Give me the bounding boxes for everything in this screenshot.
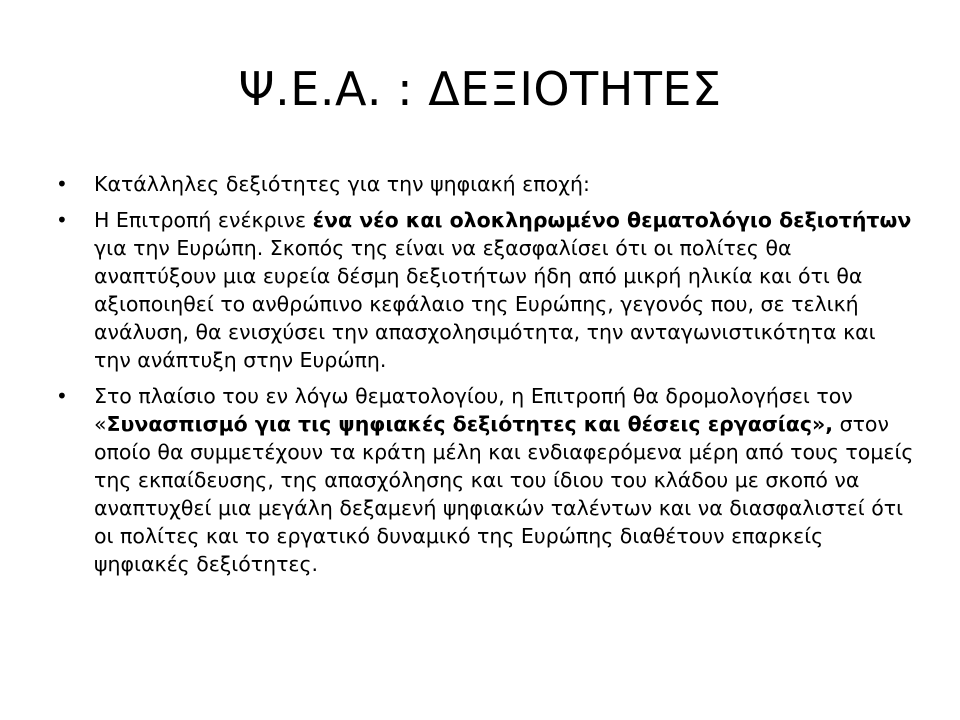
slide-title: Ψ.Ε.Α. : ΔΕΞΙΟΤΗΤΕΣ (238, 62, 722, 116)
bullet-dot: • (56, 384, 68, 408)
bullet-text-pre: Η Επιτροπή ενέκρινε (94, 208, 313, 232)
bullet-dot: • (56, 172, 68, 196)
bullet-list (56, 170, 916, 586)
bullet-text-pre: Στο πλαίσιο του εν λόγω θεματολογίου, η Επιτροπή θα δρομολογήσει τον « (94, 384, 853, 436)
bullet-text: Κατάλληλες δεξιότητες για την ψηφιακή εποχή: (94, 172, 590, 196)
bullet-text-bold: ένα νέο και ολοκληρωμένο θεματολόγιο δεξιοτήτων (312, 208, 912, 232)
bullet-text-bold: Συνασπισμό για τις ψηφιακές δεξιότητες και θέσεις εργασίας», (106, 412, 834, 436)
bullet-item-2 (56, 206, 916, 374)
bullet-text-post: στον οποίο θα συμμετέχουν τα κράτη μέλη και ενδιαφερόμενα μέρη από τους τομείς της εκπαίδευσης, της απασχόλησης και του ίδιου του κλάδου με σκοπό να αναπτυχθεί μια μεγάλη δεξαμενή ψηφιακών ταλέντων και να διασφαλιστεί ότι οι πολίτες και το εργατικό δυναμικό της Ευρώπης διαθέτουν επαρκείς ψηφιακές δεξιότητες. (94, 412, 914, 576)
bullet-item-1 (56, 170, 916, 198)
bullet-text-post: για την Ευρώπη. Σκοπός της είναι να εξασφαλίσει ότι οι πολίτες θα αναπτύξουν μια ευρεία δέσμη δεξιοτήτων ήδη από μικρή ηλικία και ότι θα αξιοποιηθεί το ανθρώπινο κεφάλαιο της Ευρώπης, γεγονός που, σε τελική ανάλυση, θα ενισχύσει την απασχολησιμότητα, την ανταγωνιστικότητα και την ανάπτυξη στην Ευρώπη. (94, 236, 876, 372)
bullet-item-3 (56, 382, 916, 578)
bullet-dot: • (56, 208, 68, 232)
